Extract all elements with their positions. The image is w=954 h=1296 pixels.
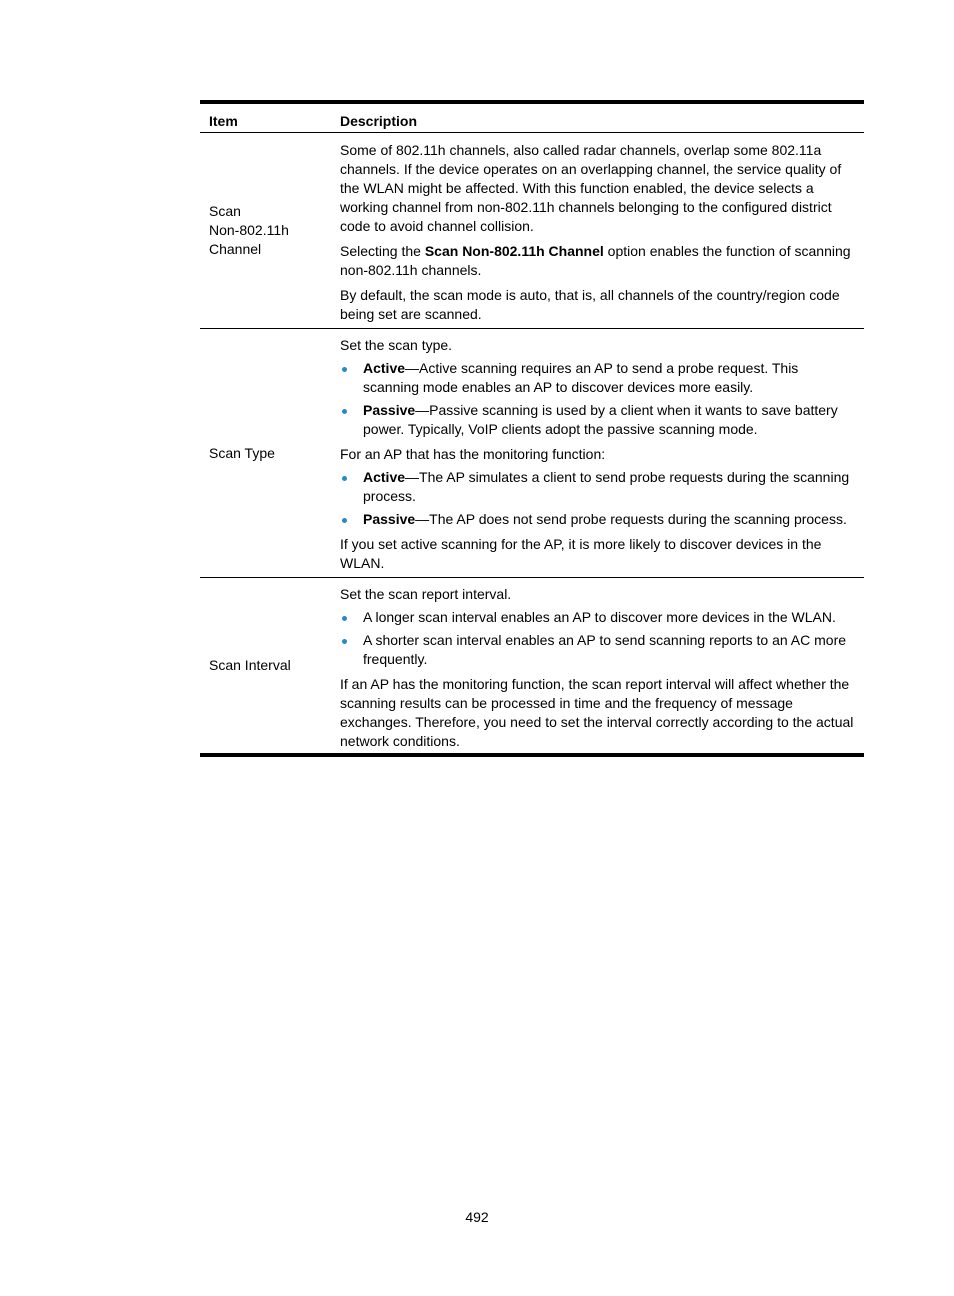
text: —The AP does not send probe requests during the scanning process. [415, 511, 847, 527]
header-item: Item [209, 113, 238, 129]
row-description [331, 133, 864, 328]
table-bottom-rule [200, 753, 864, 757]
paragraph: Set the scan type. [340, 337, 453, 353]
paragraph [340, 242, 856, 280]
paragraph: For an AP that has the monitoring function: [340, 446, 606, 462]
paragraph: Set the scan report interval. [340, 586, 512, 602]
text: —The AP simulates a client to send probe requests during the scanning process. [363, 469, 850, 504]
paragraph: By default, the scan mode is auto, that is, all channels of the country/region code being set are scanned. [340, 287, 840, 322]
paragraph: Some of 802.11h channels, also called radar channels, overlap some 802.11a channels. If the device operates on an overlapping channel, the service quality of the WLAN might be affected. With this function enabled, the device selects a working channel from non-802.11h channels belonging to the configured district code to avoid channel collision. [340, 142, 842, 234]
option-name: Scan Non-802.11h Channel [424, 243, 604, 259]
list-item [340, 468, 856, 506]
text: —Active scanning requires an AP to send a probe request. This scanning mode enables an AP to discover devices more easily. [363, 360, 799, 395]
list-item [340, 510, 856, 529]
list-item [340, 631, 856, 669]
row-description [331, 578, 864, 753]
list-item [340, 359, 856, 397]
item-line: Scan [209, 203, 241, 219]
text: —Passive scanning is used by a client when it wants to save battery power. Typically, VoIP clients adopt the passive scanning mode. [363, 402, 838, 437]
table-row [200, 133, 864, 328]
row-item: Scan Type [209, 444, 275, 461]
list-item [340, 401, 856, 439]
text: A longer scan interval enables an AP to discover more devices in the WLAN. [363, 609, 836, 625]
text: A shorter scan interval enables an AP to send scanning reports to an AC more frequently. [363, 632, 847, 667]
row-item [200, 133, 331, 328]
paragraph: If an AP has the monitoring function, the scan report interval will affect whether the scanning results can be processed in time and the frequency of message exchanges. Therefore, you need to set the interval correctly according to the actual network conditions. [340, 676, 854, 749]
row-item: Scan Interval [209, 657, 291, 673]
paragraph: If you set active scanning for the AP, it is more likely to discover devices in the WLAN. [340, 536, 822, 571]
bullet-icon [342, 367, 347, 372]
term: Active [363, 469, 406, 485]
table-row [200, 328, 864, 577]
bullet-icon [342, 518, 347, 523]
page-number: 492 [465, 1209, 489, 1225]
item-line: Channel [209, 241, 262, 257]
bullet-icon [342, 616, 347, 621]
list-item [340, 608, 856, 627]
bullet-icon [342, 639, 347, 644]
term: Passive [363, 511, 416, 527]
term: Active [363, 360, 406, 376]
table-header [200, 104, 864, 133]
table-row [200, 577, 864, 753]
header-description: Description [340, 113, 418, 129]
term: Passive [363, 402, 416, 418]
row-description [331, 329, 864, 577]
bullet-icon [342, 409, 347, 414]
bullet-icon [342, 476, 347, 481]
item-line: Non-802.11h [209, 222, 289, 238]
text: Selecting the [340, 243, 425, 259]
text: option enables the function of scanning non-802.11h channels. [340, 243, 851, 278]
parameter-table [200, 100, 864, 757]
